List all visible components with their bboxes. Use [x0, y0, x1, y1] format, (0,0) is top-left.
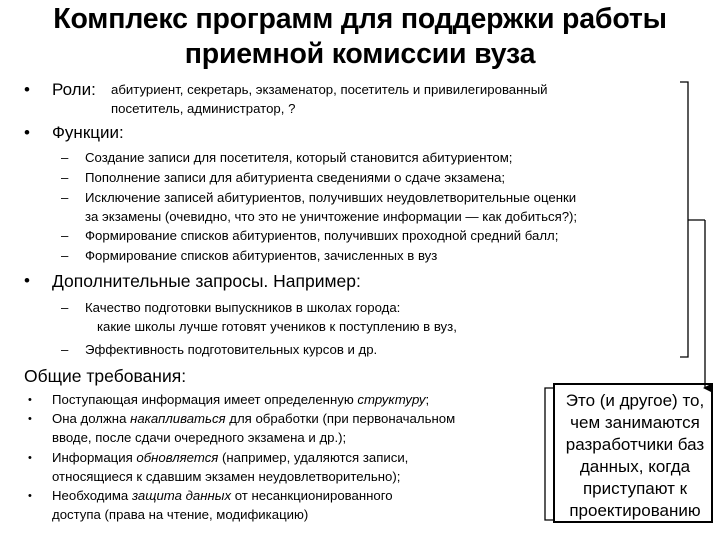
function-item-4: Формирование списков абитуриентов, получивших проходной средний балл;	[85, 228, 559, 243]
note-line-6: проектированию	[569, 501, 701, 520]
requirement-2-line-2: вводе, после сдачи очередного экзамена и др.);	[52, 430, 347, 445]
bullet-req-4: •	[28, 490, 32, 502]
dash-query-2: –	[61, 342, 69, 357]
function-item-3-line-1: Исключение записей абитуриентов, получивших неудовлетворительные оценки	[85, 190, 577, 205]
bullet-functions: •	[24, 123, 30, 142]
bullet-roles: •	[24, 80, 30, 99]
note-box	[553, 383, 713, 523]
dash-query-1: –	[61, 300, 69, 315]
bullet-req-3: •	[28, 452, 32, 464]
roles-label: Роли:	[52, 80, 96, 99]
requirement-3-line-2: относящиеся к сдавшим экзамен неудовлетворительно);	[52, 469, 401, 484]
query-item-1-line-2: какие школы лучше готовят учеников к поступлению в вуз,	[97, 319, 457, 334]
dash-func-1: –	[61, 150, 69, 165]
queries-label: Дополнительные запросы. Например:	[52, 271, 361, 291]
bullet-req-1: •	[28, 394, 32, 406]
dash-func-5: –	[61, 248, 69, 263]
requirement-3-line-1: Информация обновляется (например, удаляются записи,	[52, 450, 409, 465]
note-line-1: Это (и другое) то,	[565, 391, 705, 410]
requirement-4-line-1: Необходима защита данных от несанкционированного	[52, 488, 393, 503]
roles-text-line-2: посетитель, администратор, ?	[111, 101, 296, 116]
functions-label: Функции:	[52, 123, 124, 142]
note-line-5: приступают к	[582, 479, 688, 498]
function-item-2: Пополнение записи для абитуриента сведениями о сдаче экзамена;	[85, 170, 506, 185]
function-item-1: Создание записи для посетителя, который становится абитуриентом;	[85, 150, 513, 165]
note-line-3: разработчики баз	[565, 435, 705, 454]
general-requirements-title: Общие требования:	[24, 366, 187, 386]
function-item-3-line-2: за экзамены (очевидно, что это не уничтожение информации — как добиться?);	[85, 209, 578, 224]
requirement-2-line-1: Она должна накапливаться для обработки (при первоначальном	[52, 411, 456, 426]
requirement-1: Поступающая информация имеет определенную структуру;	[52, 392, 430, 407]
roles-text-line-1: абитуриент, секретарь, экзаменатор, посетитель и привилегированный	[111, 82, 548, 97]
query-item-2: Эффективность подготовительных курсов и др.	[85, 342, 378, 357]
left-bracket	[545, 388, 553, 520]
bullet-queries: •	[24, 271, 30, 290]
function-item-5: Формирование списков абитуриентов, зачисленных в вуз	[85, 248, 438, 263]
note-line-2: чем занимаются	[570, 413, 700, 432]
query-item-1-line-1: Качество подготовки выпускников в школах города:	[85, 300, 401, 315]
requirement-4-line-2: доступа (права на чтение, модификацию)	[52, 507, 309, 522]
dash-func-3: –	[61, 190, 69, 205]
note-line-4: данных, когда	[579, 457, 691, 476]
bullet-req-2: •	[28, 413, 32, 425]
right-bracket	[680, 82, 688, 357]
dash-func-2: –	[61, 170, 69, 185]
title-line-2: приемной комиссии вуза	[184, 38, 536, 70]
title-line-1: Комплекс программ для поддержки работы	[53, 3, 667, 35]
dash-func-4: –	[61, 228, 69, 243]
